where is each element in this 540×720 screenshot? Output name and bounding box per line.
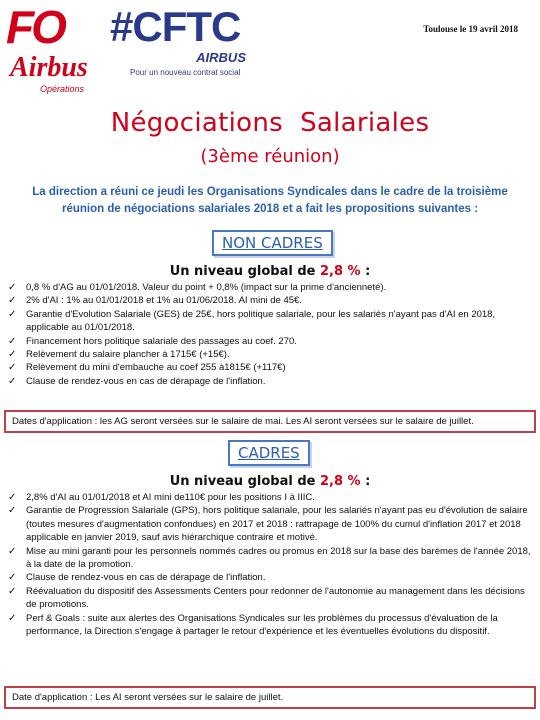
list-item: [6, 504, 534, 544]
cftc-airbus-text: AIRBUS: [196, 50, 246, 65]
list-item-text: 2,8% d'AI au 01/01/2018 et AI mini de110€ pour les positions I à IIIC.: [26, 492, 315, 503]
list-item-text: Réévaluation du dispositif des Assessments Centers pour redonner de l'autonomie au management dans les décisions de promotions.: [26, 585, 525, 611]
list-item-text: Relèvement du mini d'embauche au coef 255 à1815€ (+117€): [26, 362, 286, 374]
list-item-text: 2% d'AI : 1% au 01/01/2018 et 1% au 01/06/2018. AI mini de 45€.: [26, 295, 302, 307]
fo-logo-text: FO: [6, 1, 64, 53]
list-item: [6, 612, 534, 639]
list-item-text: Mise au mini garanti pour les personnels nommés cadres ou promus en 2018 sur la base des barèmes de l'année 2018, à la date de la promotion.: [26, 545, 531, 571]
intro-paragraph: La direction a réuni ce jeudi les Organisations Syndicales dans le cadre de la troisième réunion de négociations salariales 2018 et a fait les propositions suivantes :: [32, 186, 508, 215]
check-icon: ✓: [8, 585, 17, 597]
list-item: [6, 361, 534, 374]
page-title: Négociations Salariales: [110, 108, 430, 138]
cadres-heading-text: CADRES: [238, 444, 300, 462]
fo-airbus-text: Airbus: [10, 52, 88, 83]
list-item-text: 0,8 % d'AG au 01/01/2018. Valeur du point + 0,8% (impact sur la prime d'ancienneté).: [26, 282, 387, 293]
cftc-logo-text: #CFTC: [110, 3, 241, 50]
check-icon: ✓: [8, 349, 17, 361]
cadres-global-pct: 2,8 %: [319, 474, 361, 489]
non-cadres-list: [6, 281, 534, 388]
list-item: [6, 571, 534, 584]
check-icon: ✓: [8, 362, 17, 374]
list-item: [6, 348, 534, 361]
cadres-global-suffix: :: [360, 474, 371, 489]
list-item-text: Garantie de Progression Salariale (GPS), hors politique salariale, pour les salariés n'ayant pas eu d'évolution de salaire (toutes mesures d'augmentation confondues) en 2017 et 2018 : rattrapage de 100% du cumul d'inflation 2017 et 2018 applicable en janvier 2019, sauf avis hiérarchique contraire et motivé.: [26, 505, 528, 544]
list-item: [6, 375, 534, 388]
list-item-text: Relèvement du salaire plancher à 1715€ (+15€).: [26, 349, 230, 361]
list-item-text: Clause de rendez-vous en cas de dérapage de l'inflation.: [26, 375, 266, 387]
list-item-text: Garantie d'Evolution Salariale (GES) de 25€, hors politique salariale, pour les salariés n'ayant pas d'AI en 2018, applicable au 01/01/2018.: [26, 308, 496, 334]
non-cadres-heading: [212, 230, 333, 256]
cadres-heading: [228, 440, 310, 466]
document-date: Toulouse le 19 avril 2018: [423, 24, 518, 34]
list-item: [6, 491, 534, 504]
list-item: [6, 585, 534, 612]
non-cadres-global-pct: 2,8 %: [319, 264, 361, 279]
non-cadres-global-suffix: :: [360, 264, 371, 279]
list-item-text: Perf & Goals : suite aux alertes des Organisations Syndicales sur les problèmes du processus d'évaluation de la performance, la Direction s'engage à partager le retour d'expérience et les éventuelles évolutions du dispositif.: [26, 612, 498, 638]
non-cadres-application-text: Dates d'application : les AG seront versées sur le salaire de mai. Les AI seront versées sur le salaire de juillet.: [12, 416, 474, 427]
check-icon: ✓: [8, 492, 17, 503]
check-icon: ✓: [8, 505, 17, 517]
non-cadres-application-box: [4, 410, 536, 433]
list-item-text: Financement hors politique salariale des passages au coef. 270.: [26, 335, 297, 347]
cadres-global-level: [0, 474, 540, 489]
cadres-global-prefix: Un niveau global de: [169, 474, 320, 489]
check-icon: ✓: [8, 612, 17, 624]
cftc-tagline: Pour un nouveau contrat social: [130, 68, 241, 77]
list-item-text: Clause de rendez-vous en cas de dérapage de l'inflation.: [26, 572, 266, 584]
check-icon: ✓: [8, 572, 17, 584]
non-cadres-global-level: [0, 264, 540, 279]
list-item: [6, 294, 534, 307]
check-icon: ✓: [8, 308, 17, 320]
non-cadres-global-prefix: Un niveau global de: [169, 264, 320, 279]
cadres-application-text: Date d'application : Les AI seront versées sur le salaire de juillet.: [12, 692, 284, 703]
cftc-logo: [110, 4, 260, 84]
fo-airbus-logo: [6, 1, 90, 96]
fo-operations-text: Opérations: [40, 84, 85, 94]
list-item: [6, 281, 534, 294]
list-item: [6, 335, 534, 348]
cadres-application-box: [4, 686, 536, 709]
page-subtitle: (3ème réunion): [200, 146, 340, 167]
check-icon: ✓: [8, 545, 17, 557]
list-item: [6, 308, 534, 335]
check-icon: ✓: [8, 375, 17, 387]
check-icon: ✓: [8, 282, 17, 293]
check-icon: ✓: [8, 295, 17, 307]
cadres-list: [6, 491, 534, 638]
non-cadres-heading-text: NON CADRES: [222, 234, 323, 252]
check-icon: ✓: [8, 335, 17, 347]
list-item: [6, 545, 534, 572]
